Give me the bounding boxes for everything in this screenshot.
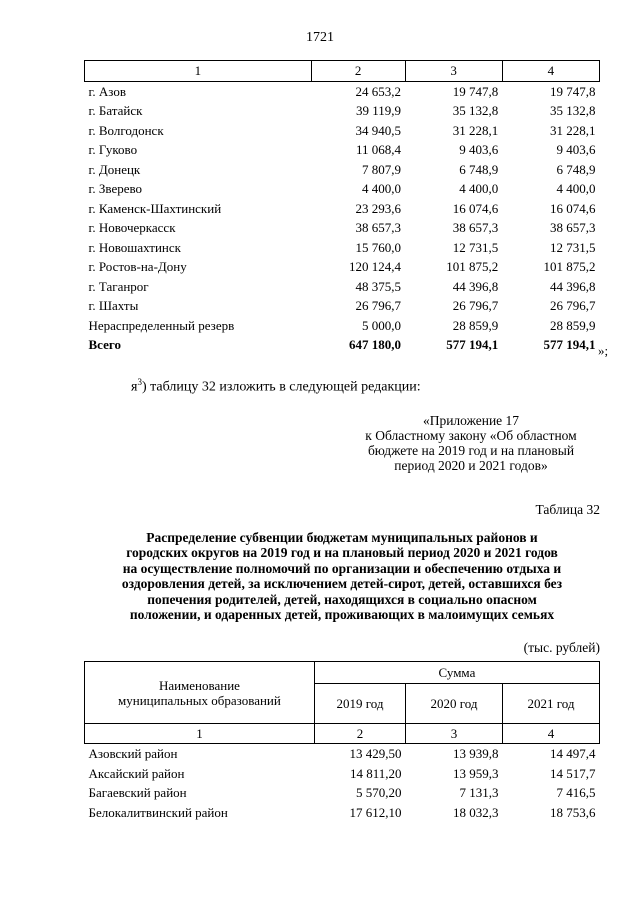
header-cell-3: 3 [405,61,502,82]
municipality-name: Багаевский район [88,785,187,800]
municipality-name: г. Зверево [88,181,143,196]
table-header-row [85,662,600,684]
total-2020: 577 194,1 [446,337,499,352]
municipality-name: г. Батайск [88,103,143,118]
name-header-line: Наименование [158,677,240,693]
table-row [85,257,600,277]
page-number: 1721 [306,30,334,45]
value-2021: 19 747,8 [550,83,596,99]
municipality-name: г. Донецк [88,161,141,177]
value-2019: 120 124,4 [349,259,401,274]
table-label: Таблица 32 [535,502,600,517]
value-2019: 5 570,20 [356,785,402,800]
value-2021: 6 748,9 [556,161,596,177]
title-line: оздоровления детей, за исключением детей-сирот, детей, оставшихся без [121,576,563,592]
value-2020: 38 657,3 [452,220,499,235]
value-2019: 39 119,9 [355,103,401,118]
value-2021: 44 396,8 [550,278,596,294]
appendix-line: бюджете на 2019 год и на плановый [367,443,575,458]
column-number: 1 [85,724,315,744]
municipal-table-continuation [84,60,600,355]
total-row [85,335,600,355]
column-number-row [85,724,600,744]
table-row [85,101,600,121]
municipality-name: г. Волгодонск [88,122,164,138]
value-2019: 48 375,5 [355,278,401,294]
value-2020: 18 032,3 [453,804,499,820]
item-letter: я [131,379,138,395]
value-2020: 28 859,9 [452,317,499,333]
title-line: городских округов на 2019 год и на плановый период 2020 и 2021 годов [126,545,558,561]
title-line: положении, и одаренных детей, проживающих в малоимущих семьях [129,607,555,623]
title-line: Распределение субвенции бюджетам муниципальных районов и [146,530,538,545]
table-row [85,199,600,219]
value-2020: 35 132,8 [452,103,499,118]
column-number: 3 [406,724,503,744]
amendment-item [131,377,421,396]
municipality-name: Нераспределенный резерв [88,317,235,333]
value-2020: 19 747,8 [452,83,499,99]
value-2021: 18 753,6 [550,804,596,820]
table-row [85,121,600,141]
table-row [85,277,600,297]
table-row [85,140,600,160]
value-2021: 31 228,1 [550,122,596,138]
total-2019: 647 180,0 [349,337,401,352]
value-2020: 4 400,0 [459,181,499,196]
table-row [85,316,600,336]
column-number: 4 [503,724,600,744]
municipality-name: г. Шахты [88,298,139,313]
title-line: на осуществление полномочий по организации и обеспечению отдыха и [122,560,562,576]
name-header-line: муниципальных образований [118,692,281,708]
appendix-line: к Областному закону «Об областном [365,428,577,443]
units-note: (тыс. рублей) [523,640,600,655]
table-body [85,81,600,335]
value-2020: 16 074,6 [452,200,499,216]
value-2020: 9 403,6 [459,142,499,157]
value-2021: 26 796,7 [550,298,596,313]
table-header-row [85,61,600,82]
municipality-name: г. Таганрог [88,278,149,294]
value-2021: 35 132,8 [550,103,596,118]
value-2021: 16 074,6 [550,200,596,216]
value-2020: 13 959,3 [453,765,499,781]
value-2021: 4 400,0 [556,181,596,196]
table-title [84,530,600,622]
table-row [85,803,600,823]
value-2019: 17 612,10 [349,804,402,820]
value-2019: 13 429,50 [349,746,402,761]
table-row [85,81,600,101]
column-number: 2 [314,724,405,744]
header-cell-2: 2 [311,61,405,82]
title-line: попечения родителей, детей, находящихся в социально опасном [147,591,537,607]
appendix-reference [342,413,600,473]
value-2020: 26 796,7 [452,298,499,313]
municipality-name: г. Новошахтинск [88,239,181,255]
municipality-name: г. Ростов-на-Дону [88,259,187,274]
year-header-2019: 2019 год [314,684,405,724]
table-row [85,160,600,180]
municipality-name: г. Новочеркасск [88,220,176,235]
municipality-name: г. Гуково [88,142,138,157]
value-2021: 38 657,3 [550,220,596,235]
year-header-2020: 2020 год [406,684,503,724]
item-superscript: 3 [137,377,142,387]
value-2020: 7 131,3 [459,785,499,800]
closing-quote: »; [598,343,609,358]
value-2021: 101 875,2 [543,259,596,274]
subvention-table [84,661,600,822]
name-column-header [85,662,315,724]
appendix-line: период 2020 и 2021 годов» [394,458,548,473]
value-2020: 13 939,8 [453,746,499,761]
value-2019: 5 000,0 [362,317,401,333]
value-2021: 28 859,9 [550,317,596,333]
value-2021: 14 497,4 [550,746,596,761]
municipality-name: Аксайский район [88,765,185,781]
header-cell-4: 4 [502,61,599,82]
value-2020: 6 748,9 [459,161,499,177]
value-2019: 34 940,5 [355,122,401,138]
value-2019: 14 811,20 [350,765,402,781]
value-2019: 11 068,4 [355,142,401,157]
municipality-name: г. Азов [88,83,126,99]
value-2019: 23 293,6 [355,200,401,216]
value-2021: 12 731,5 [550,239,596,255]
value-2020: 12 731,5 [452,239,499,255]
sum-column-header: Сумма [314,662,599,684]
value-2019: 15 760,0 [355,239,401,255]
value-2019: 24 653,2 [355,83,401,99]
table-row [85,296,600,316]
value-2020: 44 396,8 [452,278,499,294]
table-row [85,783,600,803]
value-2019: 7 807,9 [362,161,401,177]
table-row [85,744,600,764]
table-body [85,744,600,823]
table-row [85,238,600,258]
value-2020: 101 875,2 [446,259,499,274]
total-2021: 577 194,1 [543,337,596,352]
value-2019: 26 796,7 [355,298,401,313]
value-2019: 4 400,0 [362,181,401,196]
value-2020: 31 228,1 [452,122,499,138]
year-header-2021: 2021 год [503,684,600,724]
appendix-line: «Приложение 17 [422,413,520,428]
municipality-name: г. Каменск-Шахтинский [88,200,222,216]
total-label: Всего [88,337,121,352]
table-row [85,764,600,784]
municipality-name: Белокалитвинский район [88,804,228,820]
value-2021: 9 403,6 [556,142,596,157]
table-row [85,179,600,199]
value-2021: 14 517,7 [550,765,596,781]
header-cell-1: 1 [85,61,312,82]
municipality-name: Азовский район [88,746,178,761]
table-row [85,218,600,238]
item-text: ) таблицу 32 изложить в следующей редакции: [141,379,421,395]
value-2019: 38 657,3 [355,220,401,235]
value-2021: 7 416,5 [556,785,596,800]
